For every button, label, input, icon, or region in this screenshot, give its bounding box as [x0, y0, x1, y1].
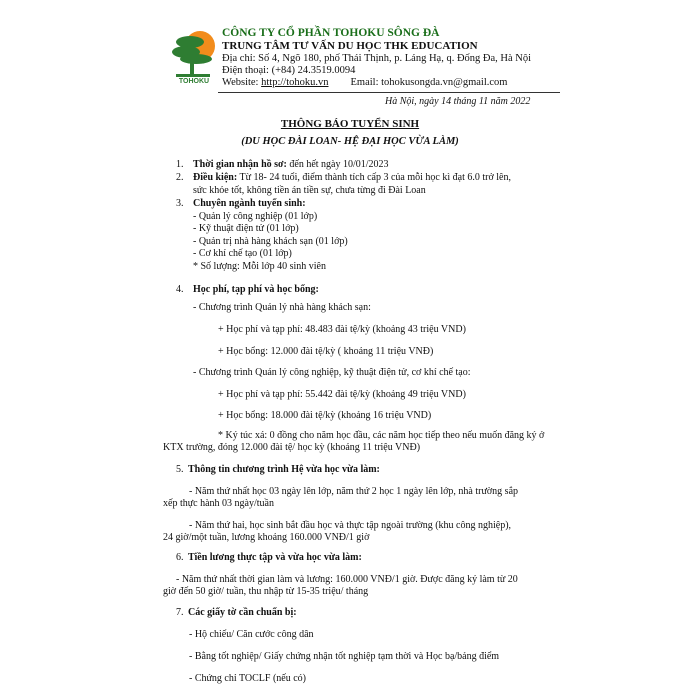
tree-sun-icon [170, 28, 218, 78]
section-5-para-1-cont: xếp thực hành 03 ngày/tuần [163, 498, 274, 509]
section-2-text-cont: sức khỏe tốt, không tiền án tiền sự, chưa từng đi Đài Loan [193, 185, 426, 196]
company-name: CÔNG TY CỔ PHẦN TOHOKU SÔNG ĐÀ [222, 27, 440, 39]
dormitory-note: * Ký túc xá: 0 đồng cho năm học đầu, các năm học tiếp theo nếu muốn đăng ký ở [218, 430, 545, 441]
company-phone: Điện thoại: (+84) 24.3519.0094 [222, 65, 356, 76]
section-4-label: Học phí, tạp phí và học bổng: [193, 284, 319, 295]
email-text: Email: tohokusongda.vn@gmail.com [350, 77, 508, 88]
dormitory-note-cont: KTX trường, đóng 12.000 đài tệ/ học kỳ (khoảng 11 triệu VNĐ) [163, 442, 421, 453]
program-industrial-scholarship: + Học bổng: 18.000 đài tệ/kỳ (khoảng 16 triệu VND) [218, 410, 432, 421]
document-subtitle: (DU HỌC ĐÀI LOAN- HỆ ĐẠI HỌC VỪA LÀM) [241, 136, 459, 147]
list-item: - Quản lý công nghiệp (01 lớp) [193, 211, 318, 222]
section-1-text: đến hết ngày 10/01/2023 [286, 159, 389, 170]
section-3-number: 3. [176, 198, 184, 209]
list-item: - Chứng chỉ TOCLF (nếu có) [189, 673, 306, 684]
section-3-label: Chuyên ngành tuyển sinh: [193, 198, 306, 209]
program-industrial-fee: + Học phí và tạp phí: 55.442 đài tệ/kỳ (khoảng 49 triệu VND) [218, 389, 466, 400]
section-2 [193, 172, 511, 184]
section-6-label: Tiền lương thực tập và vừa học vừa làm: [188, 552, 362, 563]
document-title: THÔNG BÁO TUYỂN SINH [280, 118, 420, 130]
program-hotel-fee: + Học phí và tạp phí: 48.483 đài tệ/kỳ (khoảng 43 triệu VND) [218, 324, 466, 335]
list-item: - Quản trị nhà hàng khách sạn (01 lớp) [193, 236, 348, 247]
section-1-label: Thời gian nhận hồ sơ: [193, 159, 287, 170]
date-line: Hà Nội, ngày 14 tháng 11 năm 2022 [385, 96, 531, 107]
section-7-number: 7. [176, 607, 184, 618]
section-2-text: Từ 18- 24 tuổi, điểm thành tích cấp 3 của mỗi học kì đạt 6.0 trở lên, [237, 172, 511, 183]
list-item: - Hộ chiếu/ Căn cước công dân [189, 629, 314, 640]
company-logo [170, 28, 218, 90]
list-item: - Bằng tốt nghiệp/ Giấy chứng nhận tốt nghiệp tạm thời và Học bạ/bảng điểm [189, 651, 500, 662]
section-7-label: Các giấy tờ cần chuẩn bị: [188, 607, 297, 618]
section-5-label: Thông tin chương trình Hệ vừa học vừa làm: [188, 464, 380, 475]
program-hotel-scholarship: + Học bổng: 12.000 đài tệ/kỳ ( khoảng 11 triệu VNĐ) [218, 346, 434, 357]
company-address: Địa chỉ: Số 4, Ngõ 180, phố Thái Thịnh, p. Láng Hạ, q. Đống Đa, Hà Nội [222, 53, 532, 64]
website-link[interactable]: http://tohoku.vn [261, 77, 329, 88]
program-industrial: - Chương trình Quản lý công nghiệp, kỹ thuật điện tử, cơ khí chế tạo: [193, 367, 471, 378]
section-1 [193, 159, 389, 171]
section-5-para-2: - Năm thứ hai, học sinh bắt đầu học và thực tập ngoài trường (khu công nghiệp), [189, 520, 512, 531]
section-2-number: 2. [176, 172, 184, 183]
section-2-label: Điều kiện: [193, 172, 238, 183]
section-1-number: 1. [176, 159, 184, 170]
section-5-para-2-cont: 24 giờ/một tuần, lương khoảng 160.000 VNĐ/1 giờ [163, 532, 370, 543]
program-hotel: - Chương trình Quản lý nhà hàng khách sạn: [193, 302, 371, 313]
center-name: TRUNG TÂM TƯ VẤN DU HỌC THK EDUCATION [222, 40, 478, 52]
section-6-para: - Năm thứ nhất thời gian làm và lương: 160.000 VNĐ/1 giờ. Được đăng ký làm từ 20 [176, 574, 518, 585]
section-6-para-cont: giờ đến 50 giờ/ tuần, thu nhập từ 15-35 triệu/ tháng [163, 586, 369, 597]
section-4-number: 4. [176, 284, 184, 295]
list-item: - Cơ khí chế tạo (01 lớp) [193, 248, 292, 259]
logo-wordmark: TOHOKU [178, 78, 210, 85]
section-5-number: 5. [176, 464, 184, 475]
quantity-note: * Số lượng: Mỗi lớp 40 sinh viên [193, 261, 326, 272]
contact-line [222, 77, 507, 89]
section-6-number: 6. [176, 552, 184, 563]
list-item: - Kỹ thuật điện tử (01 lớp) [193, 223, 299, 234]
section-5-para-1: - Năm thứ nhất học 03 ngày lên lớp, năm thứ 2 học 1 ngày lên lớp, nhà trường sắp [189, 486, 519, 497]
header-divider [218, 92, 560, 93]
website-label: Website: [222, 77, 262, 88]
